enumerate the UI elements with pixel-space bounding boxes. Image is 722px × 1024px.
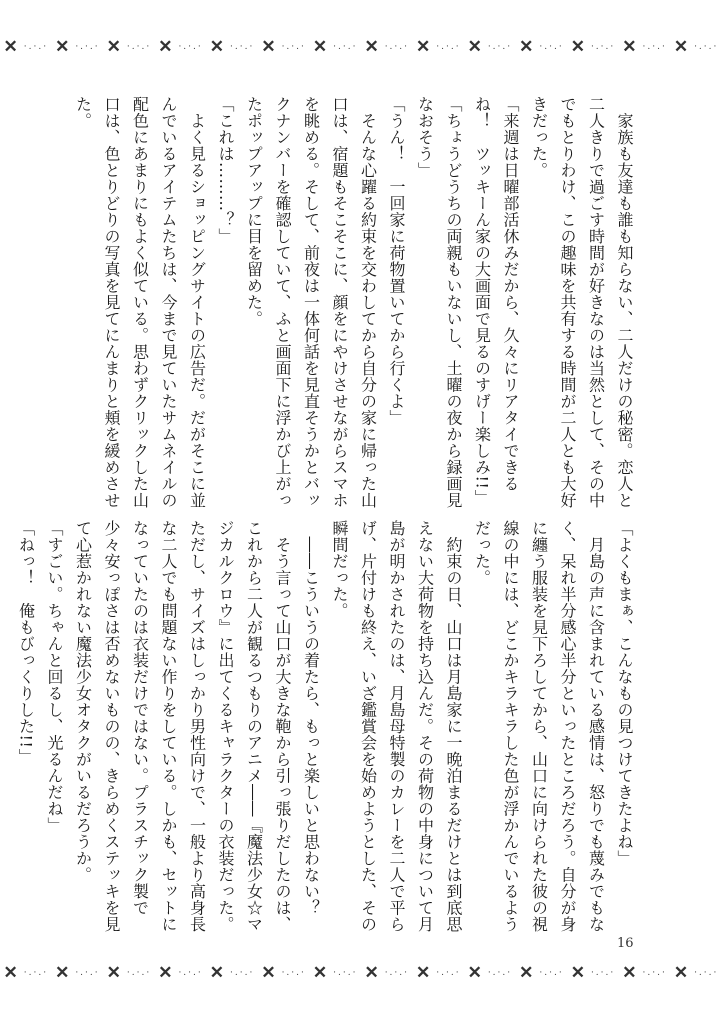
- text-line: げ、片付けも終え、いざ鑑賞会を始めようとした、その: [358, 520, 378, 933]
- text-line: ただし、サイズはしっかり男性向けで、一般より高身長: [187, 520, 207, 933]
- cross-ornament-icon: ✕: [364, 36, 379, 57]
- text-line: に纏う服装を見下ろしてから、山口に向けられた彼の視: [529, 520, 549, 933]
- dot-ornament-icon: ·.·.·: [230, 42, 255, 52]
- dot-ornament-icon: ·.·.·: [333, 968, 358, 978]
- text-line: んでいるアイテムたちは、今まで見ていたサムネイルの: [159, 96, 178, 509]
- bottom-decorative-border: [0, 960, 722, 986]
- border-ornament: [209, 36, 255, 57]
- text-line: 家族も友達も誰も知らない、二人だけの秘密。恋人と: [615, 96, 634, 509]
- lower-text-column: [11, 520, 638, 933]
- text-line: 「これは………？」: [216, 96, 235, 245]
- border-ornament: [519, 36, 564, 57]
- text-line: ――こういうの着たら、もっと楽しいと思わない？: [301, 520, 321, 916]
- text-line: 「すごい。ちゃんと回るし、光るんだね」: [45, 520, 64, 834]
- cross-ornament-icon: ✕: [209, 36, 224, 57]
- dot-ornament-icon: ·.·.·: [590, 42, 616, 52]
- text-line: よく見るショッピングサイトの広告だ。だがそこに並: [187, 96, 207, 509]
- cross-ornament-icon: ✕: [416, 962, 431, 983]
- border-ornament: [519, 962, 564, 983]
- upper-text-column: [68, 96, 638, 509]
- border-ornament: [312, 962, 358, 983]
- border-ornament: [622, 962, 667, 983]
- text-line: 口は、宿題もそこそこに、顔をにやけさせながらスマホ: [330, 96, 349, 509]
- dot-ornament-icon: ·.·.·: [539, 968, 564, 978]
- cross-ornament-icon: ✕: [55, 36, 70, 57]
- text-line: きだった。: [529, 96, 549, 179]
- border-ornament: [673, 36, 719, 57]
- text-line: これから二人が観るつもりのアニメ――『魔法少女☆マ: [244, 520, 264, 933]
- cross-ornament-icon: ✕: [519, 962, 534, 983]
- cross-ornament-icon: ✕: [158, 36, 173, 57]
- dot-ornament-icon: ·.·.·: [23, 968, 49, 978]
- border-ornament: [622, 36, 667, 57]
- text-line: を眺める。そして、前夜は一体何話を見直そうかとバッ: [301, 96, 321, 509]
- cross-ornament-icon: ✕: [467, 36, 482, 57]
- text-line: 「ちょうどうちの両親もいないし、土曜の夜から録画見: [444, 96, 463, 509]
- text-line: く、呆れ半分感心半分といったところだろう。自分が身: [558, 520, 577, 933]
- border-ornament: [261, 962, 306, 983]
- border-ornament: [55, 36, 100, 57]
- text-line: 二人きりで過ごす時間が好きなのは当然として、その中: [586, 96, 606, 509]
- border-ornament: [364, 962, 409, 983]
- cross-ornament-icon: ✕: [570, 962, 585, 983]
- cross-ornament-icon: ✕: [673, 962, 689, 983]
- cross-ornament-icon: ✕: [3, 962, 18, 983]
- cross-ornament-icon: ✕: [519, 36, 534, 57]
- text-line: 口は、色とりどりの写真を見てにんまりと頬を緩めさせ: [102, 96, 121, 509]
- dot-ornament-icon: ·.·.·: [436, 42, 461, 52]
- border-ornament: [467, 36, 513, 57]
- border-ornament: [261, 36, 306, 57]
- text-line: 線の中には、どこかキラキラした色が浮かんでいるよう: [501, 520, 520, 933]
- border-ornament: [416, 36, 461, 57]
- dot-ornament-icon: ·.·.·: [384, 968, 409, 978]
- border-ornament: [3, 962, 49, 983]
- cross-ornament-icon: ✕: [570, 36, 585, 57]
- dot-ornament-icon: ·.·.·: [333, 42, 358, 52]
- border-ornament: [106, 962, 152, 983]
- border-ornament: [467, 962, 513, 983]
- text-line: 配色にあまりにもよく似ている。思わずクリックした山: [130, 96, 150, 509]
- dot-ornament-icon: ·.·.·: [642, 42, 667, 52]
- dot-ornament-icon: ·.·.·: [75, 42, 100, 52]
- text-line: そんな心躍る約束を交わしてから自分の家に帰った山: [358, 96, 378, 509]
- dot-ornament-icon: ·.·.·: [178, 42, 203, 52]
- text-line: 「来週は日曜部活休みだから、久々にリアタイできる: [501, 96, 520, 492]
- dot-ornament-icon: ·.·.·: [487, 968, 513, 978]
- border-ornament: [158, 962, 203, 983]
- dot-ornament-icon: ·.·.·: [539, 42, 564, 52]
- text-line: 島が明かされたのは、月島母特製のカレーを二人で平ら: [387, 520, 406, 933]
- top-decorative-border: [0, 34, 722, 60]
- border-ornament: [570, 36, 616, 57]
- text-line: そう言って山口が大きな鞄から引っ張りだしたのは、: [273, 520, 292, 933]
- dot-ornament-icon: ·.·.·: [694, 968, 719, 978]
- dot-ornament-icon: ·.·.·: [126, 42, 152, 52]
- dot-ornament-icon: ·.·.·: [126, 968, 152, 978]
- cross-ornament-icon: ✕: [622, 962, 637, 983]
- cross-ornament-icon: ✕: [312, 36, 328, 57]
- text-line: えない大荷物を持ち込んだ。その荷物の中身について月: [415, 520, 435, 933]
- cross-ornament-icon: ✕: [673, 36, 689, 57]
- text-line: でもとりわけ、この趣味を共有する時間が二人とも大好: [558, 96, 577, 509]
- text-line: た。: [73, 96, 93, 129]
- text-line: ね！ ツッキーん家の大画面で見るのすげー楽しみ!!」: [472, 96, 492, 506]
- border-ornament: [673, 962, 719, 983]
- text-line: な二人でも問題ない作りをしている。しかも、セットに: [159, 520, 178, 933]
- text-line: 「ねっ！ 俺もびっくりした!!」: [16, 520, 36, 765]
- cross-ornament-icon: ✕: [261, 36, 276, 57]
- dot-ornament-icon: ·.·.·: [178, 968, 203, 978]
- dot-ornament-icon: ·.·.·: [436, 968, 461, 978]
- border-ornament: [416, 962, 461, 983]
- dot-ornament-icon: ·.·.·: [281, 42, 306, 52]
- text-line: 月島の声に含まれている感情は、怒りでも蔑みでもな: [586, 520, 606, 933]
- text-line: クナンバーを確認していて、ふと画面下に浮かび上がっ: [273, 96, 292, 509]
- dot-ornament-icon: ·.·.·: [487, 42, 513, 52]
- dot-ornament-icon: ·.·.·: [694, 42, 719, 52]
- cross-ornament-icon: ✕: [312, 962, 328, 983]
- text-line: 「うん！ 一回家に荷物置いてから行くよ」: [387, 96, 406, 426]
- text-line: たポップアップに目を留めた。: [244, 96, 264, 327]
- dot-ornament-icon: ·.·.·: [230, 968, 255, 978]
- dot-ornament-icon: ·.·.·: [281, 968, 306, 978]
- border-ornament: [312, 36, 358, 57]
- border-ornament: [570, 962, 616, 983]
- text-line: 瞬間だった。: [330, 520, 349, 619]
- cross-ornament-icon: ✕: [261, 962, 276, 983]
- cross-ornament-icon: ✕: [3, 36, 18, 57]
- border-ornament: [364, 36, 409, 57]
- cross-ornament-icon: ✕: [158, 962, 173, 983]
- cross-ornament-icon: ✕: [106, 36, 121, 57]
- cross-ornament-icon: ✕: [364, 962, 379, 983]
- border-ornament: [209, 962, 255, 983]
- cross-ornament-icon: ✕: [467, 962, 482, 983]
- text-line: 約束の日、山口は月島家に一晩泊まるだけとは到底思: [444, 520, 463, 933]
- dot-ornament-icon: ·.·.·: [75, 968, 100, 978]
- cross-ornament-icon: ✕: [622, 36, 637, 57]
- dot-ornament-icon: ·.·.·: [23, 42, 49, 52]
- border-ornament: [158, 36, 203, 57]
- cross-ornament-icon: ✕: [416, 36, 431, 57]
- text-line: ジカルクロウ』に出てくるキャラクターの衣装だった。: [216, 520, 235, 933]
- text-line: なおそう」: [415, 96, 435, 179]
- cross-ornament-icon: ✕: [209, 962, 224, 983]
- dot-ornament-icon: ·.·.·: [642, 968, 667, 978]
- cross-ornament-icon: ✕: [106, 962, 121, 983]
- text-line: だった。: [472, 520, 492, 586]
- page-number: 16: [617, 936, 634, 951]
- text-line: て心惹かれない魔法少女オタクがいるだろうか。: [73, 520, 93, 883]
- dot-ornament-icon: ·.·.·: [590, 968, 616, 978]
- text-line: 「よくもまぁ、こんなもの見つけてきたよね」: [615, 520, 634, 867]
- cross-ornament-icon: ✕: [55, 962, 70, 983]
- border-ornament: [3, 36, 49, 57]
- text-line: 少々安っぽさは否めないものの、きらめくステッキを見: [102, 520, 121, 933]
- dot-ornament-icon: ·.·.·: [384, 42, 409, 52]
- text-line: なっていたのは衣装だけではない。プラスチック製で: [130, 520, 150, 916]
- border-ornament: [106, 36, 152, 57]
- border-ornament: [55, 962, 100, 983]
